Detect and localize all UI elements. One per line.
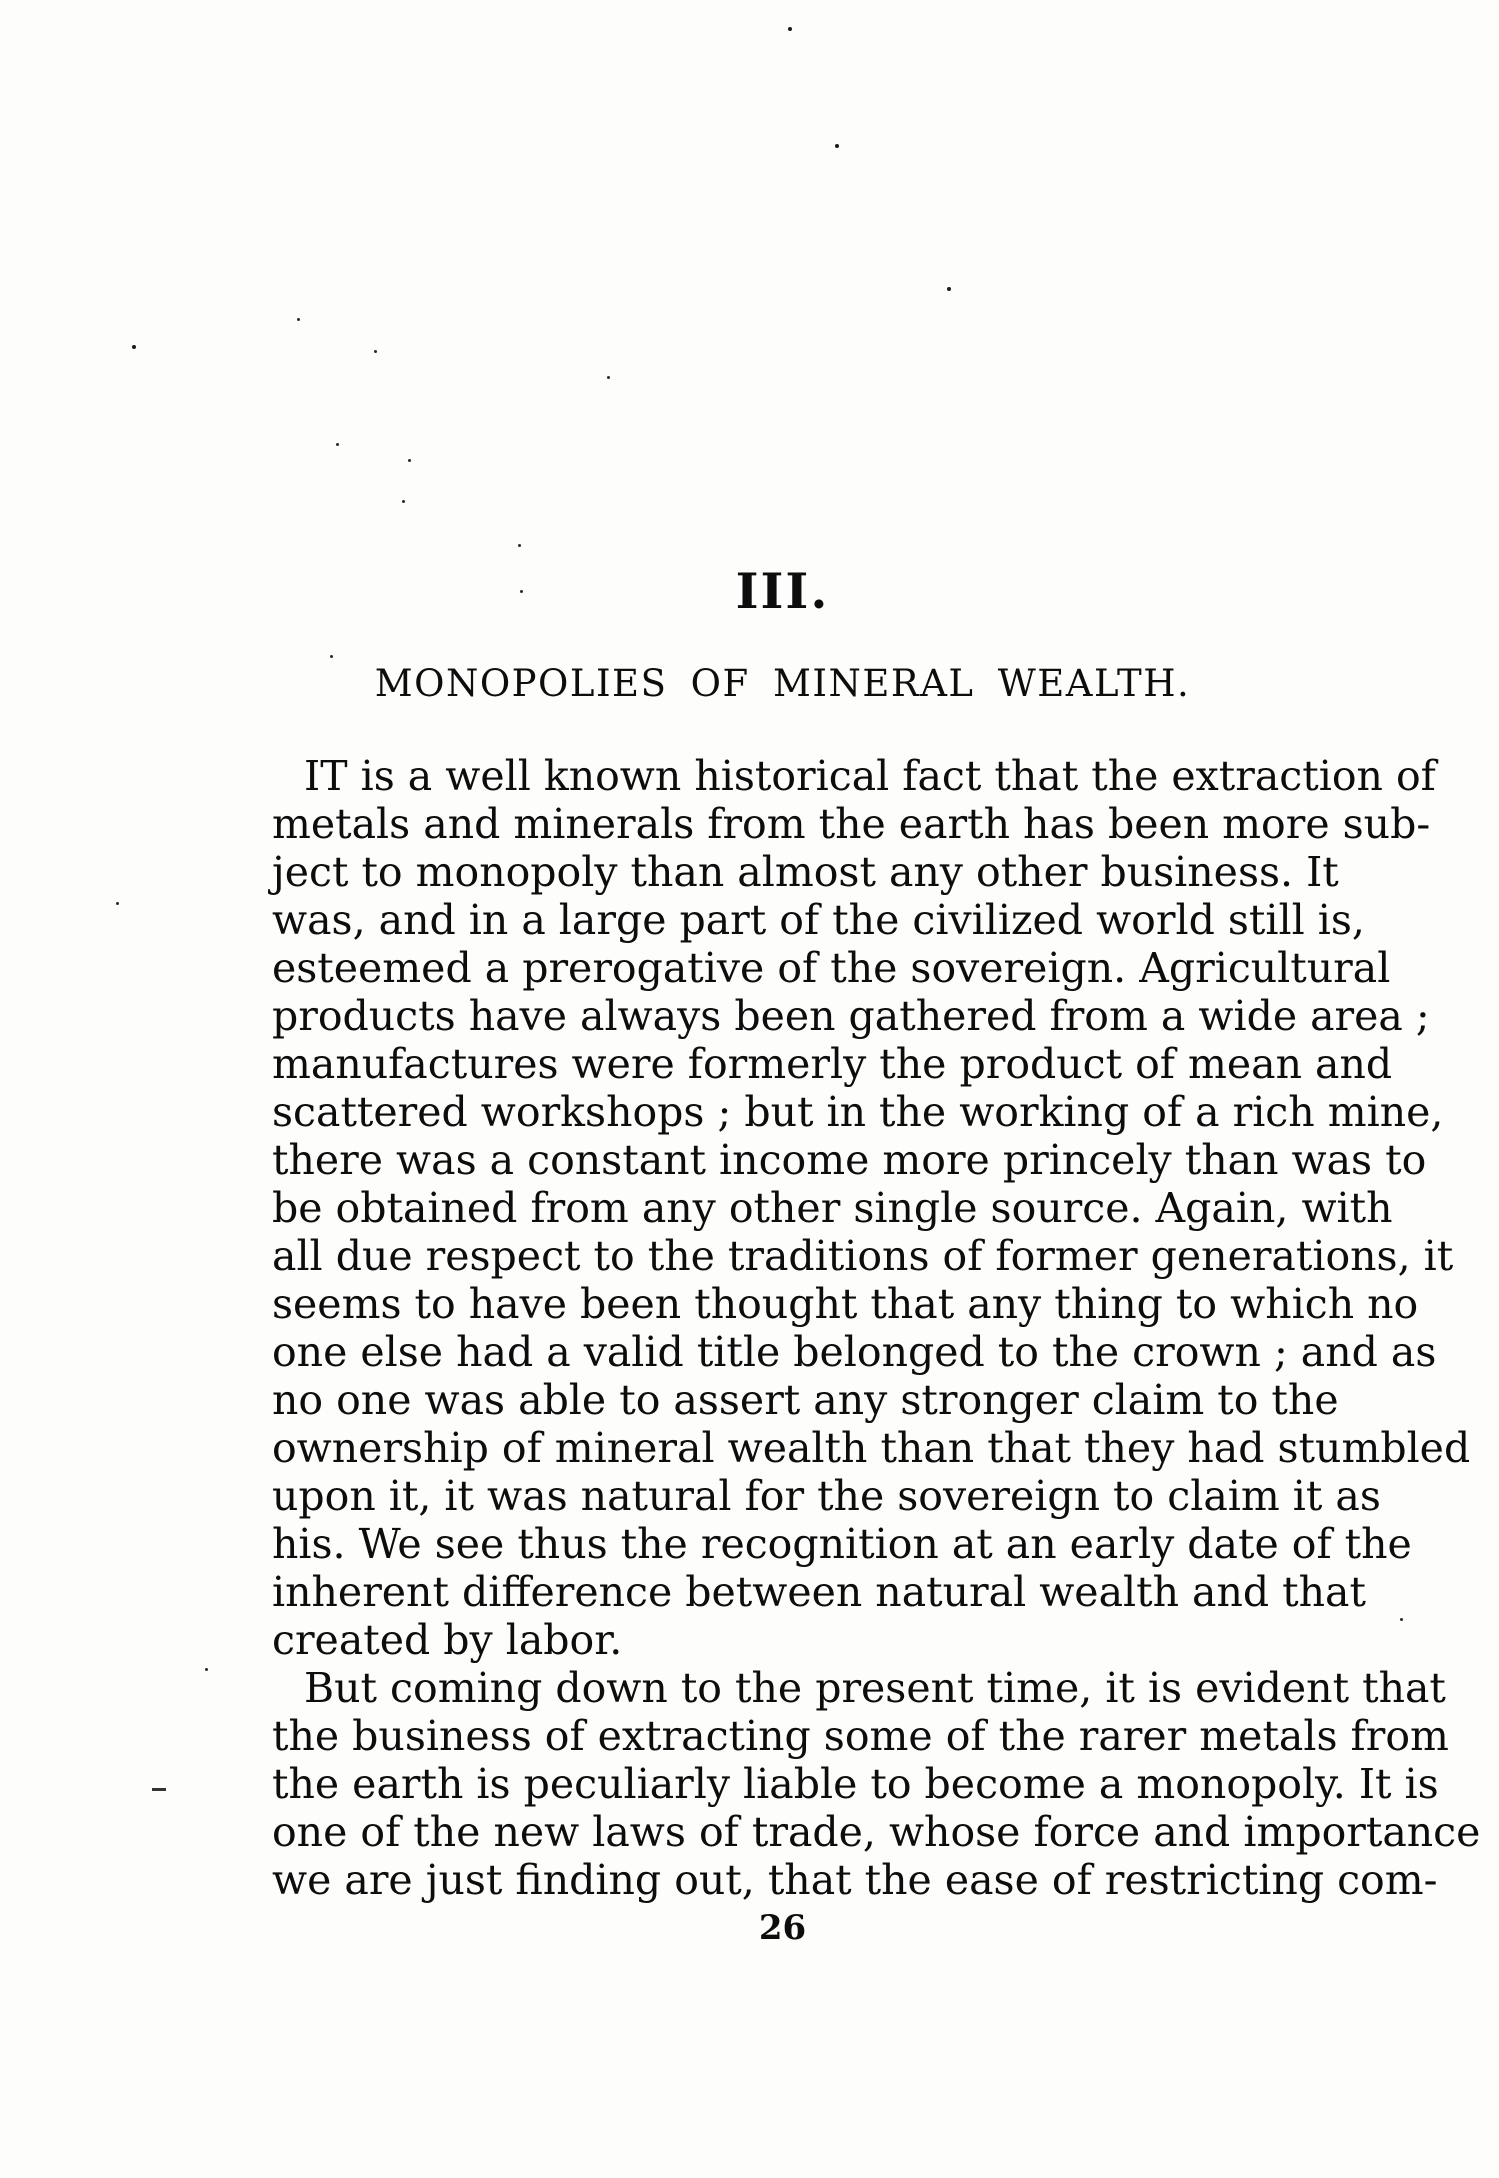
- chapter-title: MONOPOLIES OF MINERAL WEALTH.: [374, 662, 1191, 705]
- chapter-number: III.: [735, 562, 830, 620]
- text-line: we are just finding out, that the ease of restricting com-: [272, 1856, 1438, 1904]
- scan-artifact: [132, 345, 136, 349]
- text-line: created by labor.: [272, 1616, 623, 1664]
- text-line: manufactures were formerly the product of mean and: [272, 1040, 1393, 1088]
- scan-artifact: [518, 544, 521, 547]
- text-line: was, and in a large part of the civilized world still is,: [272, 896, 1365, 944]
- scan-artifact: [205, 1668, 208, 1671]
- text-line: upon it, it was natural for the sovereign to claim it as: [272, 1472, 1381, 1520]
- text-line: inherent difference between natural wealth and that: [272, 1568, 1366, 1616]
- text-line: there was a constant income more princely than was to: [272, 1136, 1427, 1184]
- text-line: metals and minerals from the earth has been more sub-: [272, 800, 1431, 848]
- scan-artifact: [116, 902, 119, 905]
- scan-artifact: [402, 500, 405, 503]
- scan-artifact: [330, 655, 333, 658]
- text-line: the earth is peculiarly liable to become a monopoly. It is: [272, 1760, 1439, 1808]
- scan-artifact: [1400, 1618, 1403, 1621]
- text-line: ject to monopoly than almost any other business. It: [272, 848, 1339, 896]
- scan-artifact: [788, 27, 792, 31]
- scan-artifact: [947, 287, 951, 291]
- scan-artifact: [374, 350, 377, 353]
- scan-artifact: [408, 459, 411, 462]
- text-line: But coming down to the present time, it is evident that: [304, 1664, 1446, 1712]
- text-line: scattered workshops ; but in the working of a rich mine,: [272, 1088, 1444, 1136]
- text-line: his. We see thus the recognition at an early date of the: [272, 1520, 1412, 1568]
- scan-artifact: [835, 144, 839, 148]
- scan-artifact: [607, 376, 610, 379]
- text-line: products have always been gathered from a wide area ;: [272, 992, 1430, 1040]
- text-line: be obtained from any other single source. Again, with: [272, 1184, 1393, 1232]
- scan-artifact: [520, 590, 523, 593]
- scan-artifact: [297, 318, 300, 321]
- body-text: [272, 752, 1481, 1904]
- text-line: no one was able to assert any stronger claim to the: [272, 1376, 1339, 1424]
- text-line: seems to have been thought that any thing to which no: [272, 1280, 1419, 1328]
- text-line: IT is a well known historical fact that the extraction of: [304, 752, 1436, 800]
- page-number: 26: [758, 1908, 807, 1948]
- text-line: esteemed a prerogative of the sovereign. Agricultural: [272, 944, 1391, 992]
- text-line: one of the new laws of trade, whose force and importance: [272, 1808, 1481, 1856]
- text-line: all due respect to the traditions of former generations, it: [272, 1232, 1454, 1280]
- text-line: ownership of mineral wealth than that they had stumbled: [272, 1424, 1471, 1472]
- text-line: one else had a valid title belonged to the crown ; and as: [272, 1328, 1437, 1376]
- scan-artifact: [152, 1788, 166, 1791]
- text-line: the business of extracting some of the rarer metals from: [272, 1712, 1449, 1760]
- scan-artifact: [336, 443, 339, 446]
